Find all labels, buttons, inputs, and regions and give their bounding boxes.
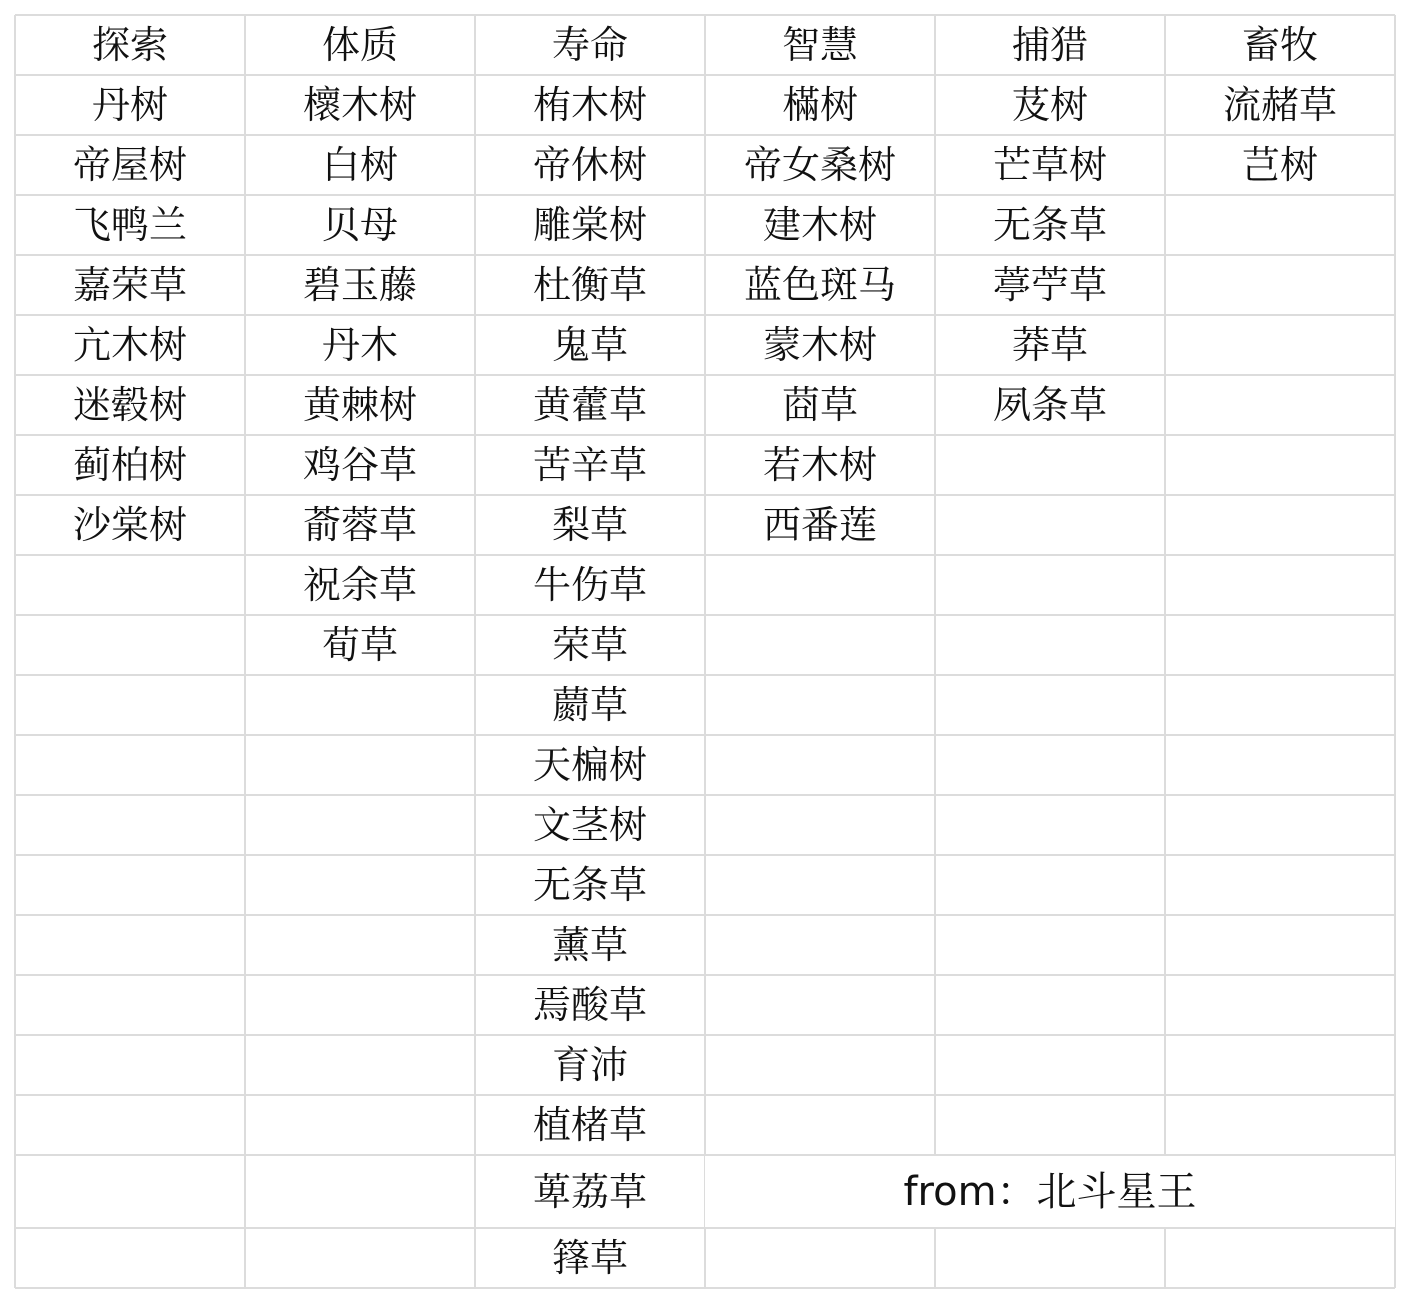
table-cell[interactable]: 鸡谷草 — [302, 443, 417, 487]
table-cell[interactable]: 祝余草 — [302, 563, 417, 607]
table-cell[interactable]: 建木树 — [762, 203, 877, 247]
table-cell[interactable]: 黄藿草 — [532, 383, 647, 427]
table-cell[interactable]: 贝母 — [321, 203, 398, 247]
table-cell[interactable]: 芒草树 — [992, 143, 1107, 187]
table-cell[interactable]: 迷毂树 — [72, 383, 187, 427]
table-cell[interactable]: 帝女桑树 — [743, 143, 896, 187]
table-cell[interactable]: 荀草 — [321, 623, 398, 667]
table-cell[interactable]: 萆荔草 — [532, 1169, 647, 1214]
table-cell[interactable]: 櫰木树 — [302, 83, 417, 127]
table-cell[interactable]: 萮蓉草 — [302, 503, 417, 547]
table-cell[interactable]: 沙棠树 — [72, 503, 187, 547]
table-cell[interactable]: 蘮草 — [551, 683, 628, 727]
table-cell[interactable]: 飞鸭兰 — [72, 203, 187, 247]
column-header[interactable]: 探索 — [91, 23, 168, 67]
table-cell[interactable]: 蒙木树 — [762, 323, 877, 367]
table-cell[interactable]: 雕棠树 — [532, 203, 647, 247]
table-cell[interactable]: 育沛 — [551, 1043, 628, 1087]
table-cell[interactable]: 蓟柏树 — [72, 443, 187, 487]
table-cell[interactable]: 黄棘树 — [302, 383, 417, 427]
table-cell[interactable]: 西番莲 — [762, 503, 877, 547]
table-cell[interactable]: 苦辛草 — [532, 443, 647, 487]
column-header[interactable]: 体质 — [321, 23, 398, 67]
table-cell[interactable]: 植楮草 — [532, 1103, 647, 1147]
table-cell[interactable]: 蓝色斑马 — [743, 263, 896, 307]
table-cell[interactable]: 芨树 — [1011, 83, 1088, 127]
grid-column-line — [1394, 15, 1396, 1288]
table-cell[interactable]: 薰草 — [551, 923, 628, 967]
table-cell[interactable]: 芑树 — [1241, 143, 1318, 187]
table-cell[interactable]: 鬼草 — [551, 323, 628, 367]
table-cell[interactable]: 栯木树 — [532, 83, 647, 127]
table-cell[interactable]: 嘉荣草 — [72, 263, 187, 307]
column-header[interactable]: 智慧 — [781, 23, 858, 67]
table-cell[interactable]: 文茎树 — [532, 803, 647, 847]
table-cell[interactable]: 杜衡草 — [532, 263, 647, 307]
table-cell[interactable]: 无条草 — [532, 863, 647, 907]
table-cell[interactable]: 梨草 — [551, 503, 628, 547]
table-cell[interactable]: 樠树 — [781, 83, 858, 127]
table-cell[interactable]: 亢木树 — [72, 323, 187, 367]
column-header[interactable]: 畜牧 — [1241, 23, 1318, 67]
table-cell[interactable]: 牛伤草 — [532, 563, 647, 607]
table-cell[interactable]: 碧玉藤 — [302, 263, 417, 307]
table-cell[interactable]: 焉酸草 — [532, 983, 647, 1027]
column-header[interactable]: 寿命 — [551, 23, 628, 67]
table-cell[interactable]: 莽草 — [1011, 323, 1088, 367]
table-cell[interactable]: 流赭草 — [1222, 83, 1337, 127]
table-cell[interactable]: 帝休树 — [532, 143, 647, 187]
table-cell[interactable]: 夙条草 — [992, 383, 1107, 427]
table-cell[interactable]: 丹木 — [321, 323, 398, 367]
table-cell[interactable]: 丹树 — [91, 83, 168, 127]
credit-text: from：北斗星王 — [705, 1156, 1395, 1227]
table-cell[interactable]: 荣草 — [551, 623, 628, 667]
table-cell[interactable]: 天楄树 — [532, 743, 647, 787]
table-cell[interactable]: 无条草 — [992, 203, 1107, 247]
spreadsheet-table — [15, 15, 1395, 1288]
table-cell[interactable]: 莔草 — [781, 383, 858, 427]
column-header[interactable]: 捕猎 — [1011, 23, 1088, 67]
table-cell[interactable]: 葶苧草 — [992, 263, 1107, 307]
table-cell[interactable]: 若木树 — [762, 443, 877, 487]
table-cell[interactable]: 帝屋树 — [72, 143, 187, 187]
table-cell[interactable]: 箨草 — [551, 1236, 628, 1280]
table-cell[interactable]: 白树 — [321, 143, 398, 187]
